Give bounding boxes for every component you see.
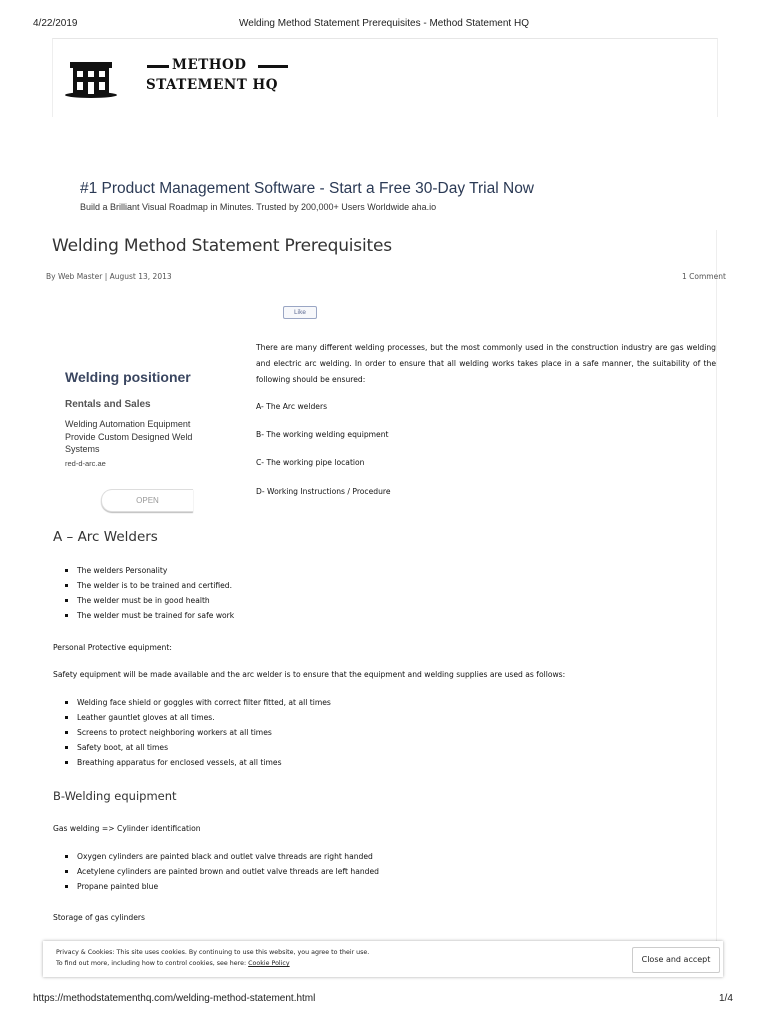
side-ad-domain[interactable]: red-d-arc.ae <box>65 459 106 468</box>
article-title: Welding Method Statement Prerequisites <box>52 236 392 256</box>
like-button[interactable]: Like <box>283 306 317 319</box>
ad-banner-subtitle[interactable]: Build a Brilliant Visual Roadmap in Minutes. Trusted by 200,000+ Users Worldwide aha.io <box>80 202 437 212</box>
ppe-label: Personal Protective equipment: <box>53 643 172 652</box>
building-icon[interactable] <box>64 56 118 98</box>
list-item: The welder must be in good health <box>77 593 234 608</box>
point-d: D- Working Instructions / Procedure <box>256 487 391 496</box>
logo-rule-left <box>147 65 169 68</box>
cookie-line2: To find out more, including how to control cookies, see here: <box>56 960 247 967</box>
cookie-text <box>56 947 369 969</box>
logo-line1[interactable]: METHOD <box>172 57 247 73</box>
print-title: Welding Method Statement Prerequisites - Method Statement HQ <box>239 18 529 29</box>
list-item: Welding face shield or goggles with correct filter fitted, at all times <box>77 695 331 710</box>
section-a-list <box>53 563 234 623</box>
print-page-number: 1/4 <box>719 993 733 1004</box>
ppe-list <box>53 695 331 770</box>
list-item: Breathing apparatus for enclosed vessels, at all times <box>77 755 331 770</box>
logo-line2[interactable]: STATEMENT HQ <box>146 77 278 93</box>
list-item: Safety boot, at all times <box>77 740 331 755</box>
cookie-policy-link[interactable]: Cookie Policy <box>248 960 290 967</box>
intro-paragraph: There are many different welding processes, but the most commonly used in the construction industry are gas welding and electric arc welding. In order to ensure that all welding works takes place in a safe manner, the suitability of the following should be ensured: <box>256 343 716 384</box>
list-item: Screens to protect neighboring workers at all times <box>77 725 331 740</box>
point-c: C- The working pipe location <box>256 458 365 467</box>
list-item: The welder must be trained for safe work <box>77 608 234 623</box>
print-url: https://methodstatementhq.com/welding-method-statement.html <box>33 993 316 1004</box>
list-item: Propane painted blue <box>77 879 379 894</box>
content-border <box>716 230 717 960</box>
point-b: B- The working welding equipment <box>256 430 389 439</box>
open-button[interactable]: OPEN <box>101 489 193 512</box>
ad-banner-title[interactable]: #1 Product Management Software - Start a Free 30-Day Trial Now <box>80 180 535 197</box>
close-and-accept-button[interactable]: Close and accept <box>632 947 720 973</box>
list-item: The welder is to be trained and certified. <box>77 578 234 593</box>
print-date: 4/22/2019 <box>33 18 78 29</box>
list-item: Acetylene cylinders are painted brown and outlet valve threads are left handed <box>77 864 379 879</box>
point-a: A- The Arc welders <box>256 402 328 411</box>
gas-welding-label: Gas welding => Cylinder identification <box>53 824 201 833</box>
section-a-heading: A – Arc Welders <box>53 529 158 545</box>
list-item: Oxygen cylinders are painted black and outlet valve threads are right handed <box>77 849 379 864</box>
side-ad-body: Welding Automation Equipment Provide Custom Designed Weld Systems <box>65 419 193 454</box>
cookie-line1: Privacy & Cookies: This site uses cookies. By continuing to use this website, you agree to their use. <box>56 949 370 956</box>
side-ad-title[interactable]: Welding positioner <box>65 369 191 385</box>
storage-label: Storage of gas cylinders <box>53 913 145 922</box>
side-ad-subtitle: Rentals and Sales <box>65 399 151 410</box>
list-item: The welders Personality <box>77 563 234 578</box>
cookie-banner <box>43 941 723 977</box>
ppe-intro: Safety equipment will be made available and the arc welder is to ensure that the equipment and welding supplies are used as follows: <box>53 670 566 679</box>
gas-list <box>53 849 379 894</box>
section-b-heading: B-Welding equipment <box>53 789 177 803</box>
list-item: Leather gauntlet gloves at all times. <box>77 710 331 725</box>
comments-link[interactable]: 1 Comment <box>682 272 726 281</box>
article-meta: By Web Master | August 13, 2013 <box>46 272 172 281</box>
logo-rule-right <box>258 65 288 68</box>
